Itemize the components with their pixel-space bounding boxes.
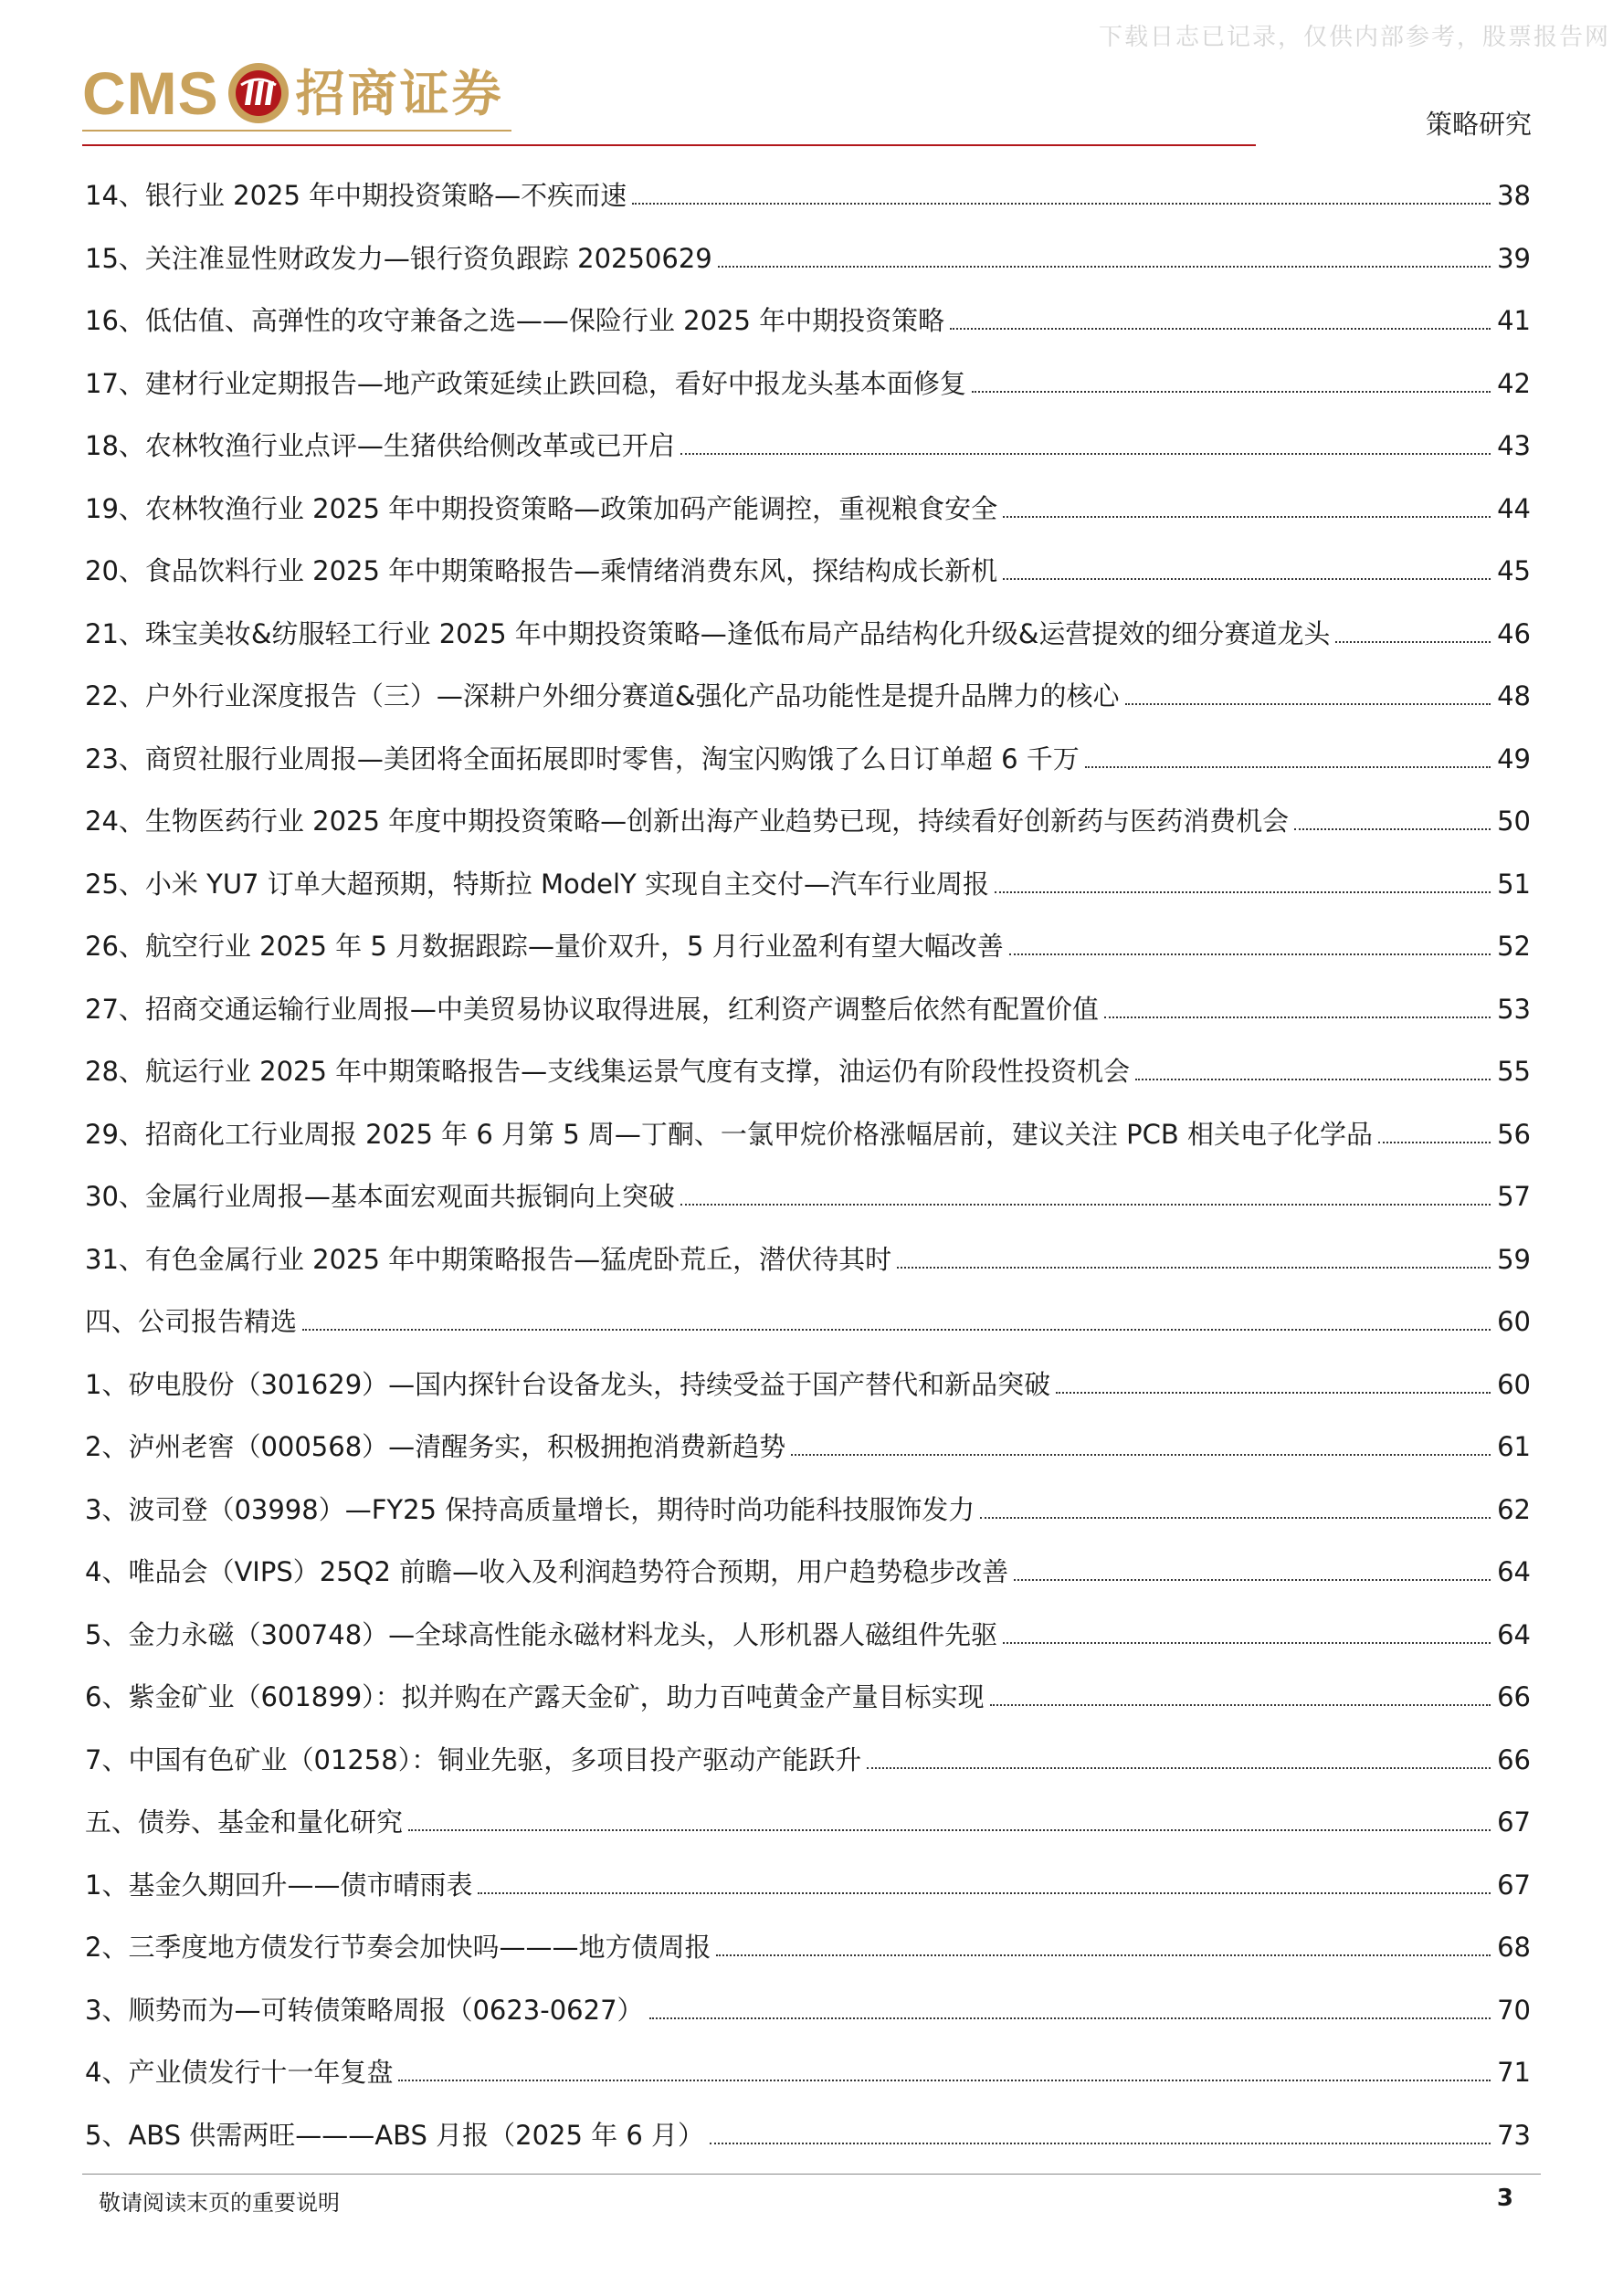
toc-entry[interactable] — [85, 1425, 1531, 1488]
toc-leader-dots — [980, 1517, 1491, 1519]
toc-entry-title: 15、关注准显性财政发力—银行资负跟踪 20250629 — [85, 242, 712, 274]
toc-entry[interactable] — [85, 2113, 1531, 2176]
toc-entry-page: 64 — [1497, 1618, 1531, 1650]
toc-entry[interactable] — [85, 1049, 1531, 1112]
toc-entry-title: 1、矽电股份（301629）—国内探针台设备龙头，持续受益于国产替代和新品突破 — [85, 1368, 1051, 1400]
toc-entry-page: 66 — [1497, 1743, 1531, 1775]
toc-entry-page: 61 — [1497, 1431, 1531, 1462]
toc-entry-page: 53 — [1497, 993, 1531, 1025]
toc-leader-dots — [710, 2143, 1491, 2144]
toc-leader-dots — [716, 1954, 1491, 1956]
toc-leader-dots — [1003, 516, 1491, 518]
toc-entry-page: 59 — [1497, 1243, 1531, 1275]
toc-leader-dots — [1104, 1016, 1491, 1018]
toc-entry[interactable] — [85, 487, 1531, 550]
toc-leader-dots — [1125, 703, 1491, 705]
toc-leader-dots — [632, 203, 1491, 205]
toc-entry-title: 19、农林牧渔行业 2025 年中期投资策略—政策加码产能调控，重视粮食安全 — [85, 492, 998, 524]
toc-entry-title: 4、唯品会（VIPS）25Q2 前瞻—收入及利润趋势符合预期，用户趋势稳步改善 — [85, 1556, 1009, 1587]
toc-leader-dots — [972, 391, 1491, 393]
toc-entry[interactable] — [85, 862, 1531, 925]
toc-leader-dots — [1335, 641, 1491, 643]
toc-entry[interactable] — [85, 987, 1531, 1050]
toc-leader-dots — [302, 1329, 1491, 1331]
toc-entry-page: 42 — [1497, 367, 1531, 399]
toc-entry[interactable] — [85, 612, 1531, 675]
table-of-contents — [85, 174, 1531, 2175]
toc-entry-title: 四、公司报告精选 — [85, 1306, 298, 1337]
toc-entry-page: 43 — [1497, 430, 1531, 461]
toc-entry[interactable] — [85, 1112, 1531, 1175]
toc-leader-dots — [398, 2080, 1491, 2081]
toc-entry-page: 71 — [1497, 2057, 1531, 2088]
toc-entry-page: 45 — [1497, 555, 1531, 586]
toc-entry-page: 60 — [1497, 1306, 1531, 1337]
toc-leader-dots — [995, 891, 1491, 893]
toc-leader-dots — [649, 2017, 1491, 2019]
toc-leader-dots — [1014, 1579, 1491, 1581]
toc-entry[interactable] — [85, 549, 1531, 612]
toc-leader-dots — [718, 266, 1491, 268]
toc-entry-page: 55 — [1497, 1056, 1531, 1087]
toc-leader-dots — [950, 328, 1491, 330]
toc-entry[interactable] — [85, 1363, 1531, 1426]
toc-entry-title: 23、商贸社服行业周报—美团将全面拓展即时零售，淘宝闪购饿了么日订单超 6 千万 — [85, 743, 1080, 774]
logo-text-cn: 招商证券 — [295, 64, 504, 122]
toc-entry[interactable] — [85, 1988, 1531, 2051]
toc-entry-title: 29、招商化工行业周报 2025 年 6 月第 5 周—丁酮、一氯甲烷价格涨幅居前，建议关注 PCB 相关电子化学品 — [85, 1118, 1373, 1150]
toc-entry-page: 52 — [1497, 931, 1531, 962]
company-logo — [82, 57, 504, 130]
toc-leader-dots — [1003, 578, 1491, 580]
toc-leader-dots — [408, 1829, 1491, 1831]
toc-entry[interactable] — [85, 1925, 1531, 1988]
toc-entry[interactable] — [85, 799, 1531, 862]
toc-entry[interactable] — [85, 1174, 1531, 1238]
toc-entry-title: 5、金力永磁（300748）—全球高性能永磁材料龙头，人形机器人磁组件先驱 — [85, 1618, 998, 1650]
toc-entry-title: 3、顺势而为—可转债策略周报（0623-0627） — [85, 1994, 644, 2026]
footer-disclaimer: 敬请阅读末页的重要说明 — [99, 2190, 340, 2216]
toc-leader-dots — [478, 1892, 1491, 1894]
toc-leader-dots — [1056, 1392, 1491, 1394]
toc-entry-title: 7、中国有色矿业（01258）：铜业先驱，多项目投产驱动产能跃升 — [85, 1743, 862, 1775]
toc-entry-page: 49 — [1497, 743, 1531, 774]
toc-entry[interactable] — [85, 1863, 1531, 1926]
toc-leader-dots — [791, 1454, 1491, 1456]
toc-entry-page: 73 — [1497, 2119, 1531, 2151]
toc-entry-page: 67 — [1497, 1806, 1531, 1838]
toc-entry-page: 67 — [1497, 1869, 1531, 1901]
toc-entry-title: 14、银行业 2025 年中期投资策略—不疾而速 — [85, 180, 627, 211]
section-label: 策略研究 — [1425, 109, 1532, 140]
toc-entry-page: 48 — [1497, 680, 1531, 711]
toc-entry[interactable] — [85, 1738, 1531, 1801]
toc-entry[interactable] — [85, 1488, 1531, 1551]
toc-entry-title: 21、珠宝美妆&纺服轻工行业 2025 年中期投资策略—逢低布局产品结构化升级&运营提效的细分赛道龙头 — [85, 617, 1331, 649]
toc-entry-title: 16、低估值、高弹性的攻守兼备之选——保险行业 2025 年中期投资策略 — [85, 305, 945, 336]
toc-entry-title: 22、户外行业深度报告（三）—深耕户外细分赛道&强化产品功能性是提升品牌力的核心 — [85, 680, 1120, 711]
toc-entry-page: 60 — [1497, 1368, 1531, 1400]
toc-entry-page: 39 — [1497, 242, 1531, 274]
toc-leader-dots — [990, 1704, 1491, 1706]
toc-entry[interactable] — [85, 1550, 1531, 1613]
toc-entry-title: 2、泸州老窖（000568）—清醒务实，积极拥抱消费新趋势 — [85, 1431, 786, 1462]
toc-entry-title: 1、基金久期回升——债市晴雨表 — [85, 1869, 473, 1901]
toc-leader-dots — [1294, 828, 1491, 830]
toc-entry[interactable] — [85, 737, 1531, 800]
header-divider — [82, 144, 1256, 146]
toc-leader-dots — [680, 1204, 1491, 1206]
toc-entry-page: 38 — [1497, 180, 1531, 211]
toc-entry[interactable] — [85, 924, 1531, 987]
toc-entry-title: 30、金属行业周报—基本面宏观面共振铜向上突破 — [85, 1181, 675, 1212]
toc-entry-page: 70 — [1497, 1994, 1531, 2026]
toc-entry[interactable] — [85, 674, 1531, 737]
toc-entry[interactable] — [85, 1238, 1531, 1301]
toc-entry-title: 17、建材行业定期报告—地产政策延续止跌回稳，看好中报龙头基本面修复 — [85, 367, 966, 399]
toc-leader-dots — [1135, 1079, 1491, 1080]
toc-entry-page: 62 — [1497, 1493, 1531, 1525]
toc-entry-page: 50 — [1497, 806, 1531, 837]
toc-entry[interactable] — [85, 1800, 1531, 1863]
toc-entry-title: 18、农林牧渔行业点评—生猪供给侧改革或已开启 — [85, 430, 675, 461]
toc-entry[interactable] — [85, 2050, 1531, 2113]
toc-entry-title: 3、波司登（03998）—FY25 保持高质量增长，期待时尚功能科技服饰发力 — [85, 1493, 975, 1525]
toc-entry[interactable] — [85, 174, 1531, 237]
logo-underline — [82, 130, 511, 132]
toc-entry-title: 4、产业债发行十一年复盘 — [85, 2057, 394, 2088]
toc-leader-dots — [1009, 953, 1491, 955]
footer-divider — [82, 2174, 1541, 2175]
toc-entry-title: 6、紫金矿业（601899）：拟并购在产露天金矿，助力百吨黄金产量目标实现 — [85, 1681, 985, 1712]
toc-entry-page: 64 — [1497, 1556, 1531, 1587]
toc-entry-page: 66 — [1497, 1681, 1531, 1712]
toc-leader-dots — [897, 1267, 1491, 1269]
toc-entry-title: 26、航空行业 2025 年 5 月数据跟踪—量价双升，5 月行业盈利有望大幅改善 — [85, 931, 1004, 962]
toc-entry[interactable] — [85, 362, 1531, 425]
toc-entry-page: 46 — [1497, 617, 1531, 649]
page-number: 3 — [1496, 2185, 1513, 2212]
toc-entry-title: 20、食品饮料行业 2025 年中期策略报告—乘情绪消费东风，探结构成长新机 — [85, 555, 998, 586]
logo-emblem-icon — [227, 61, 290, 125]
watermark-text: 下载日志已记录，仅供内部参考，股票报告网 — [1098, 24, 1610, 51]
toc-entry[interactable] — [85, 1300, 1531, 1363]
toc-entry-title: 2、三季度地方债发行节奏会加快吗———地方债周报 — [85, 1932, 711, 1963]
toc-entry-title: 五、债券、基金和量化研究 — [85, 1806, 404, 1838]
toc-leader-dots — [1003, 1642, 1491, 1644]
toc-entry[interactable] — [85, 299, 1531, 362]
toc-entry-title: 5、ABS 供需两旺———ABS 月报（2025 年 6 月） — [85, 2119, 705, 2151]
toc-leader-dots — [1085, 766, 1491, 768]
toc-entry-page: 51 — [1497, 868, 1531, 900]
toc-entry-title: 31、有色金属行业 2025 年中期策略报告—猛虎卧荒丘，潜伏待其时 — [85, 1243, 892, 1275]
toc-entry-page: 57 — [1497, 1181, 1531, 1212]
toc-entry[interactable] — [85, 1613, 1531, 1676]
toc-entry-page: 44 — [1497, 492, 1531, 524]
toc-entry[interactable] — [85, 424, 1531, 487]
toc-entry[interactable] — [85, 1675, 1531, 1738]
toc-leader-dots — [680, 453, 1491, 455]
toc-entry-title: 27、招商交通运输行业周报—中美贸易协议取得进展，红利资产调整后依然有配置价值 — [85, 993, 1099, 1025]
toc-entry-page: 41 — [1497, 305, 1531, 336]
toc-entry-title: 28、航运行业 2025 年中期策略报告—支线集运景气度有支撑，油运仍有阶段性投资机会 — [85, 1056, 1131, 1087]
toc-entry[interactable] — [85, 237, 1531, 300]
toc-entry-page: 68 — [1497, 1932, 1531, 1963]
logo-text-cms: CMS — [82, 59, 219, 127]
toc-entry-page: 56 — [1497, 1118, 1531, 1150]
toc-entry-title: 24、生物医药行业 2025 年度中期投资策略—创新出海产业趋势已现，持续看好创新药与医药消费机会 — [85, 806, 1290, 837]
toc-entry-title: 25、小米 YU7 订单大超预期，特斯拉 ModelY 实现自主交付—汽车行业周报 — [85, 868, 989, 900]
toc-leader-dots — [867, 1767, 1491, 1769]
toc-leader-dots — [1378, 1142, 1491, 1143]
